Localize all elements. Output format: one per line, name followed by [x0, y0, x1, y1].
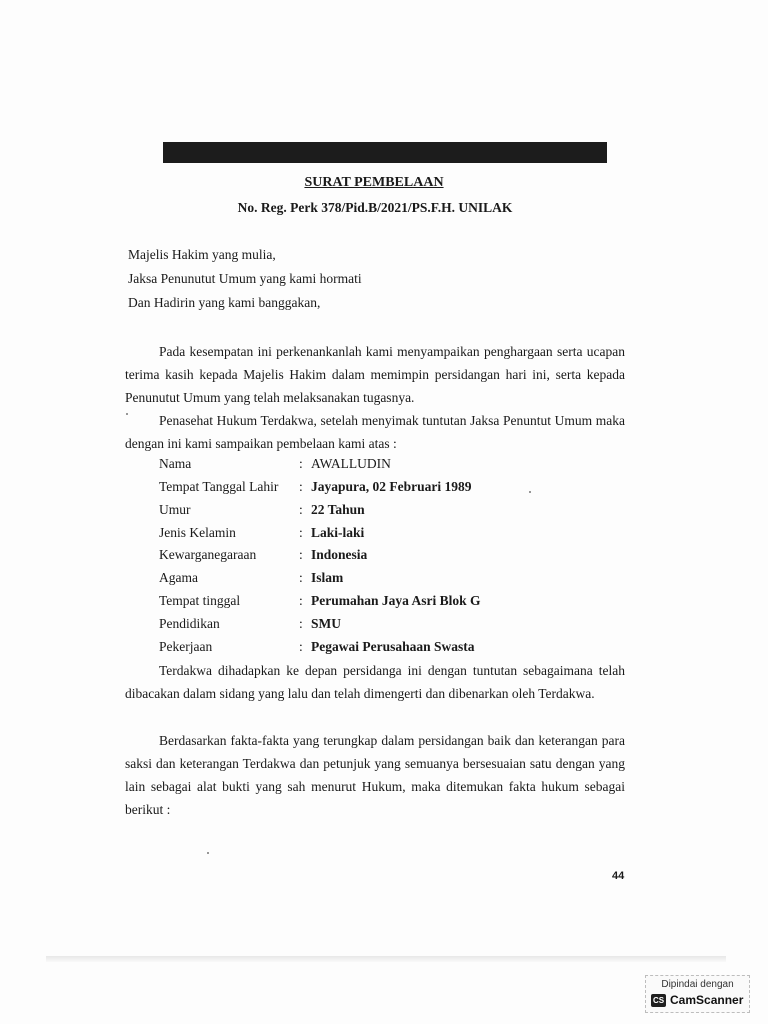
- identity-label: Agama: [159, 570, 198, 585]
- paragraph-charges: [125, 659, 625, 705]
- identity-colon: :: [299, 525, 303, 540]
- page-number: 44: [612, 870, 625, 882]
- identity-colon: :: [299, 502, 303, 517]
- page-edge-shadow: [46, 956, 726, 962]
- identity-label: Pekerjaan: [159, 639, 213, 654]
- identity-value: 22 Tahun: [311, 502, 365, 517]
- identity-colon: :: [299, 456, 303, 471]
- paragraph-text: Pada kesempatan ini perkenankanlah kami menyampaikan penghargaan serta ucapan terima kasih kepada Majelis Hakim dalam memimpin persidangan hari ini, serta kepada Penunutut Umum yang telah melaksanakan tugasnya.: [125, 344, 625, 405]
- paragraph-text: Penasehat Hukum Terdakwa, setelah menyimak tuntutan Jaksa Penuntut Umum maka dengan ini kami sampaikan pembelaan kami atas :: [125, 413, 625, 451]
- identity-colon: :: [299, 639, 303, 654]
- camscanner-watermark: [645, 975, 750, 1013]
- scan-speck: [529, 491, 531, 493]
- identity-value: Indonesia: [311, 547, 368, 562]
- watermark-caption: Dipindai dengan: [661, 979, 734, 990]
- identity-label: Pendidikan: [159, 616, 220, 631]
- identity-label: Jenis Kelamin: [159, 525, 236, 540]
- identity-value: Laki-laki: [311, 525, 365, 540]
- identity-colon: :: [299, 547, 303, 562]
- identity-value: Pegawai Perusahaan Swasta: [311, 639, 475, 654]
- identity-colon: :: [299, 616, 303, 631]
- paragraph-text: Berdasarkan fakta-fakta yang terungkap dalam persidangan baik dan keterangan para saksi dan keterangan Terdakwa dan petunjuk yang semuanya bersesuaian satu dengan yang lain sebagai alat bukti yang sah menurut Hukum, maka ditemukan fakta hukum sebagai berikut :: [125, 733, 625, 817]
- paragraph-opening: [125, 340, 625, 409]
- document-title: SURAT PEMBELAAN: [304, 175, 444, 190]
- identity-label: Tempat tinggal: [159, 593, 241, 608]
- paragraph-intro: [125, 409, 625, 455]
- salutation-line: Dan Hadirin yang kami banggakan,: [128, 295, 321, 310]
- camscanner-logo-icon: CS: [652, 996, 665, 1005]
- identity-colon: :: [299, 593, 303, 608]
- identity-value: SMU: [311, 616, 341, 631]
- paragraph-text: Terdakwa dihadapkan ke depan persidanga ini dengan tuntutan sebagaimana telah dibacakan dalam sidang yang lalu dan telah dimengerti dan dibenarkan oleh Terdakwa.: [125, 663, 625, 701]
- salutation-line: Majelis Hakim yang mulia,: [128, 247, 276, 262]
- identity-label: Kewarganegaraan: [159, 547, 257, 562]
- identity-label: Umur: [159, 502, 191, 517]
- redaction-bar: [163, 142, 607, 163]
- identity-value: Perumahan Jaya Asri Blok G: [311, 593, 481, 608]
- scan-speck: [207, 852, 209, 854]
- identity-label: Tempat Tanggal Lahir: [159, 479, 279, 494]
- identity-colon: :: [299, 570, 303, 585]
- paragraph-facts: [125, 729, 625, 821]
- watermark-brand: CamScanner: [670, 993, 744, 1007]
- identity-value: Jayapura, 02 Februari 1989: [311, 479, 472, 494]
- salutation-line: Jaksa Penunutut Umum yang kami hormati: [128, 271, 362, 286]
- registration-number: No. Reg. Perk 378/Pid.B/2021/PS.F.H. UNILAK: [237, 200, 513, 215]
- identity-colon: :: [299, 479, 303, 494]
- identity-value: Islam: [311, 570, 344, 585]
- scan-speck: [126, 413, 128, 415]
- identity-label: Nama: [159, 456, 192, 471]
- identity-value: AWALLUDIN: [311, 456, 391, 471]
